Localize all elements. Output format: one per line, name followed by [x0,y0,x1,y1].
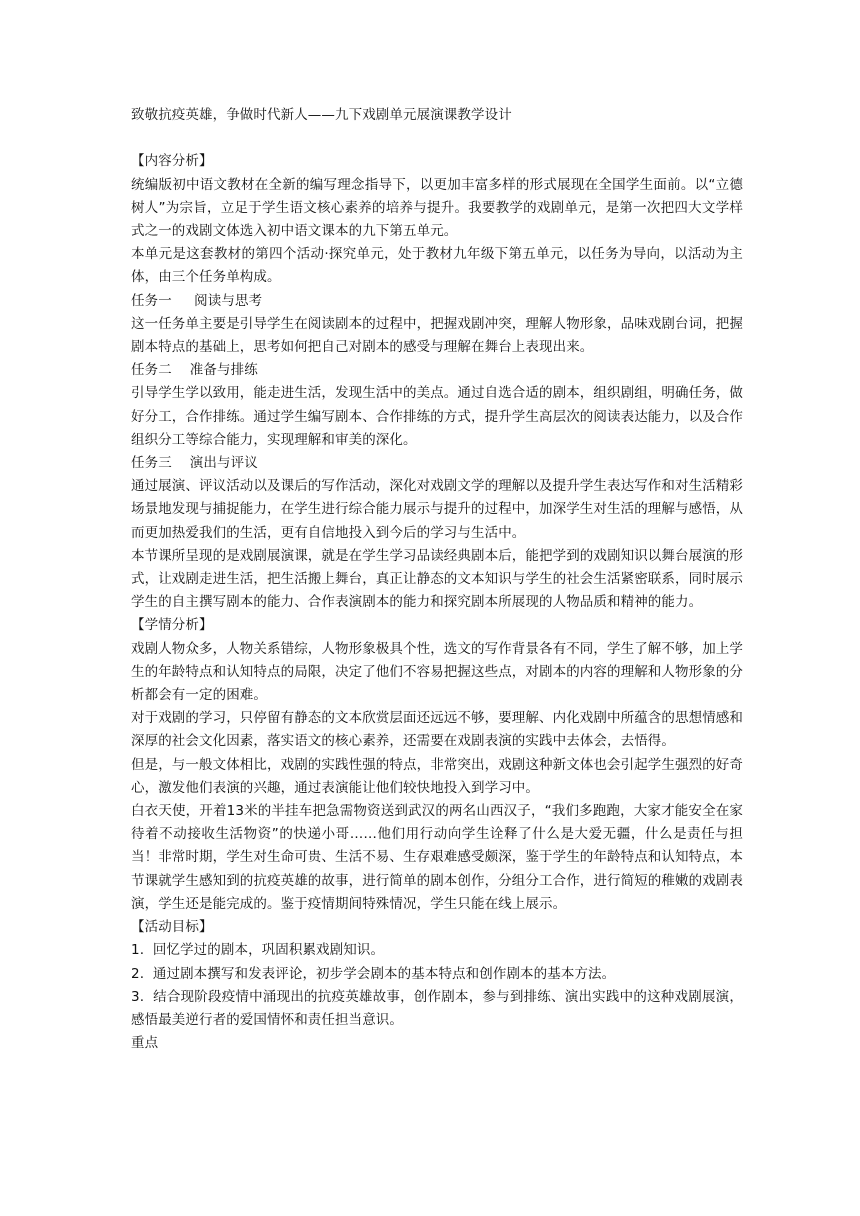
content-paragraph-1: 统编版初中语文教材在全新的编写理念指导下，以更加丰富多样的形式展现在全国学生面前。以“立德树人”为宗旨，立足于学生语文核心素养的培养与提升。我要教学的戏剧单元，是第一次把四大文学样式之一的戏剧文体选入初中语文课本的九下第五单元。 [131,176,743,239]
learner-paragraph-4: 白衣天使，开着13米的半挂车把急需物资送到武汉的两名山西汉子，“我们多跑跑，大家才能安全在家待着不动接收生活物资”的快递小哥……他们用行动向学生诠释了什么是大爱无疆，什么是责任与担当！非常时期，学生对生命可贵、生活不易、生存艰难感受颇深，鉴于学生的年龄特点和认知特点，本节课就学生感知到的抗疫英雄的故事，进行简单的剧本创作，分组分工合作，进行简短的稚嫩的戏剧表演，学生还是能完成的。鉴于疫情期间特殊情况，学生只能在线上展示。 [131,803,743,912]
content-paragraph-2: 本单元是这套教材的第四个活动·探究单元，处于教材九年级下第五单元，以任务为导向，以活动为主体，由三个任务单构成。 [131,246,743,286]
document-title: 致敬抗疫英雄，争做时代新人——九下戏剧单元展演课教学设计 [131,107,512,123]
goal-item-3: 3. 结合现阶段疫情中涌现出的抗疫英雄故事，创作剧本，参与到排练、演出实践中的这种戏剧展演，感悟最美逆行者的爱国情怀和责任担当意识。 [131,988,743,1028]
goal-item-1: 1. 回忆学过的剧本，巩固积累戏剧知识。 [131,942,385,959]
task-3-body: 通过展演、评议活动以及课后的写作活动，深化对戏剧文学的理解以及提升学生表达写作和对生活精彩场景地发现与捕捉能力，在学生进行综合能力展示与提升的过程中，加深学生对生活的理解与感悟，从而更加热爱我们的生活，更有自信地投入到今后的学习与生活中。 [131,478,743,541]
learner-paragraph-3: 但是，与一般文体相比，戏剧的实践性强的特点，非常突出，戏剧这种新文体也会引起学生强烈的好奇心，激发他们表演的兴趣，通过表演能让他们较快地投入到学习中。 [131,756,743,796]
learner-paragraph-2: 对于戏剧的学习，只停留有静态的文本欣赏层面还远远不够，要理解、内化戏剧中所蕴含的思想情感和深厚的社会文化因素，落实语文的核心素养，还需要在戏剧表演的实践中去体会，去悟得。 [131,710,743,750]
content-paragraph-3: 本节课所呈现的是戏剧展演课，就是在学生学习品读经典剧本后，能把学到的戏剧知识以舞台展演的形式，让戏剧走进生活，把生活搬上舞台，真正让静态的文本知识与学生的社会生活紧密联系，同时展示学生的自主撰写剧本的能力、合作表演剧本的能力和探究剧本所展现的人物品质和精神的能力。 [131,547,743,611]
learner-paragraph-1: 戏剧人物众多，人物关系错综，人物形象极具个性，选文的写作背景各有不同，学生了解不够，加上学生的年龄特点和认知特点的局限，决定了他们不容易把握这些点，对剧本的内容的理解和人物形象的分析都会有一定的困难。 [131,640,743,704]
task-3-heading: 任务三 演出与评议 [131,455,258,472]
blank-line [131,127,743,150]
task-1-body: 这一任务单主要是引导学生在阅读剧本的过程中，把握戏剧冲突，理解人物形象，品味戏剧台词，把握剧本特点的基础上，思考如何把自己对剧本的感受与理解在舞台上表现出来。 [131,315,743,356]
section-heading-learner-analysis: 【学情分析】 [131,617,213,634]
section-heading-content-analysis: 【内容分析】 [131,153,213,170]
task-1-heading: 任务一 阅读与思考 [131,292,263,309]
key-point-label: 重点 [131,1035,159,1052]
goal-item-2: 2. 通过剧本撰写和发表评论，初步学会剧本的基本特点和创作剧本的基本方法。 [131,965,616,982]
task-2-body: 引导学生学以致用，能走进生活，发现生活中的美点。通过自选合适的剧本，组织剧组，明确任务，做好分工，合作排练。通过学生编写剧本、合作排练的方式，提升学生高层次的阅读表达能力，以及合作组织分工等综合能力，实现理解和审美的深化。 [131,385,743,448]
section-heading-activity-goals: 【活动目标】 [131,919,213,936]
document-body [131,104,743,1055]
task-2-heading: 任务二 准备与排练 [131,362,258,379]
